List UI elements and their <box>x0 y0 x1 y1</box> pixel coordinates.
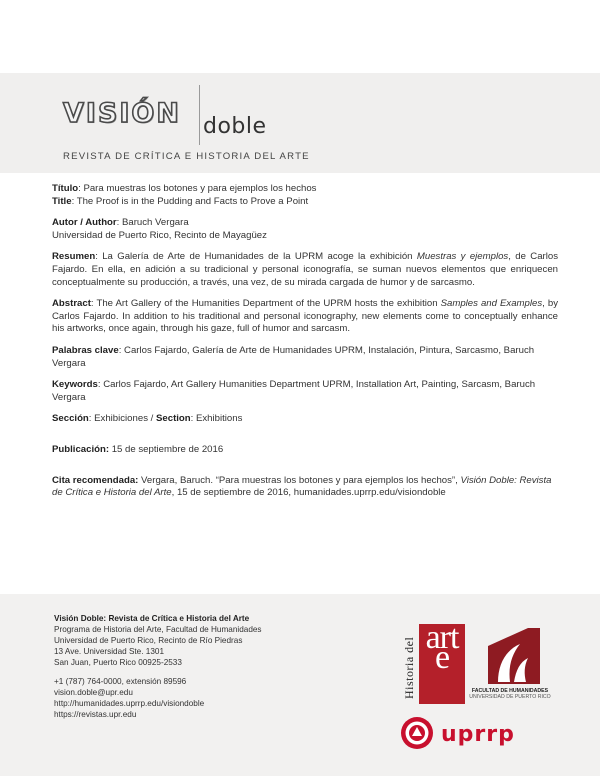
footer-phone: +1 (787) 764-0000, extensión 89596 <box>54 677 187 686</box>
upr-seal-icon <box>400 716 434 750</box>
palabras-block <box>52 345 558 370</box>
publicacion-block <box>52 444 558 457</box>
titulo-value: : Para muestras los botones y para ejemplos los hechos <box>78 183 317 194</box>
author-block <box>52 217 558 242</box>
autor-label: Autor / Author <box>52 217 117 229</box>
footer-journals-link[interactable]: https://revistas.upr.edu <box>54 710 137 719</box>
publicacion-value: 15 de septiembre de 2016 <box>109 443 224 455</box>
article-metadata <box>52 183 558 509</box>
keywords-label: Keywords <box>52 379 98 391</box>
publicacion-label: Publicación: <box>52 443 110 455</box>
footer-title: Visión Doble: Revista de Crítica e Historia del Arte <box>54 614 250 623</box>
footer-email[interactable]: vision.doble@upr.edu <box>54 688 133 697</box>
resumen-text-2: , de Carlos Fajardo. En ella, en adición a su tradicional y personal iconografía, se suman nuevos elementos que enriquecen conceptualmente su producción, a través, una vez, de su mirada cargada de humor y de sarcasmo. <box>52 251 559 288</box>
keywords-value: : Carlos Fajardo, Art Gallery Humanities Department UPRM, Installation Art, Painting, Sarcasm, Baruch Vergara <box>52 379 536 403</box>
resumen-paragraph <box>52 251 558 289</box>
uprrp-logo-text: uprrp <box>441 722 515 746</box>
logo-doble: doble <box>203 114 267 139</box>
facultad-line-2: UNIVERSIDAD DE PUERTO RICO <box>469 694 551 701</box>
abstract-block <box>52 298 558 336</box>
abstract-label: Abstract <box>52 298 91 310</box>
facultad-line-1: FACULTAD DE HUMANIDADES <box>471 688 549 694</box>
resumen-text-1: : La Galería de Arte de Humanidades de la UPRM acoge la exhibición <box>95 251 417 263</box>
resumen-label: Resumen <box>52 251 96 263</box>
abstract-text-2: , by Carlos Fajardo. In addition to his traditional and personal iconography, new elements come to conceptually enhance his artworks, once again, through his gaze, full of humor and sarcasm. <box>52 298 559 335</box>
footer-line: Universidad de Puerto Rico, Recinto de Río Piedras <box>54 636 243 645</box>
palabras-paragraph <box>52 345 558 370</box>
footer-address <box>54 613 262 720</box>
logo-vision-title: VISIÓN <box>63 98 181 129</box>
abstract-paragraph <box>52 298 558 336</box>
titulo-line <box>52 183 558 196</box>
cita-text-1: Vergara, Baruch. “Para muestras los botones y para ejemplos los hechos”, <box>138 474 461 486</box>
seccion-value: : Exhibitions <box>190 413 243 425</box>
historia-del-logo-text: Historia del <box>402 636 416 700</box>
author-line <box>52 217 558 230</box>
affiliation: Universidad de Puerto Rico, Recinto de Mayagüez <box>52 229 267 241</box>
keywords-paragraph <box>52 379 558 404</box>
resumen-block <box>52 251 558 289</box>
autor-value: : Baruch Vergara <box>116 217 189 229</box>
uprrp-logo <box>441 722 547 746</box>
cita-journal-title: Visión Doble: Revista de Crítica e Historia del Arte <box>52 474 552 499</box>
cita-text-2: , 15 de septiembre de 2016, humanidades.uprrp.edu/visiondoble <box>171 487 446 499</box>
palabras-value: : Carlos Fajardo, Galería de Arte de Humanidades UPRM, Instalación, Pintura, Sarcasmo, Baruch Vergara <box>52 344 535 369</box>
facultad-caption <box>468 688 552 701</box>
title-label: Title <box>52 195 72 207</box>
title-block <box>52 183 558 208</box>
abstract-text-1: : The Art Gallery of the Humanities Department of the UPRM hosts the exhibition <box>90 298 441 310</box>
titulo-label: Título <box>52 183 79 194</box>
title-value: : The Proof is in the Pudding and Facts to Prove a Point <box>71 195 309 207</box>
seccion-block <box>52 413 558 426</box>
seccion-label: Sección <box>52 413 89 425</box>
cita-paragraph <box>52 475 558 500</box>
seccion-mid: : Exhibiciones / <box>88 413 156 425</box>
title-line <box>52 196 558 209</box>
seccion-line <box>52 413 558 426</box>
publicacion-line <box>52 444 558 457</box>
section-label: Section <box>156 413 191 425</box>
footer-line: 13 Ave. Universidad Ste. 1301 <box>54 647 164 656</box>
facultad-humanidades-emblem <box>484 624 542 686</box>
palabras-label: Palabras clave <box>52 344 119 356</box>
abstract-exhibition-title: Samples and Examples <box>440 298 543 310</box>
resumen-exhibition-title: Muestras y ejemplos <box>416 251 509 263</box>
footer-gap <box>54 668 262 676</box>
logo-divider <box>199 85 200 145</box>
cita-block <box>52 475 558 500</box>
footer-line: San Juan, Puerto Rico 00925-2533 <box>54 658 182 667</box>
journal-subtitle: REVISTA DE CRÍTICA E HISTORIA DEL ARTE <box>63 151 310 162</box>
keywords-block <box>52 379 558 404</box>
cita-label: Cita recomendada: <box>52 474 139 486</box>
arte-logo-text: arte <box>425 619 459 676</box>
footer-line: Programa de Historia del Arte, Facultad de Humanidades <box>54 625 262 634</box>
footer-website-link[interactable]: http://humanidades.uprrp.edu/visiondoble <box>54 699 205 708</box>
